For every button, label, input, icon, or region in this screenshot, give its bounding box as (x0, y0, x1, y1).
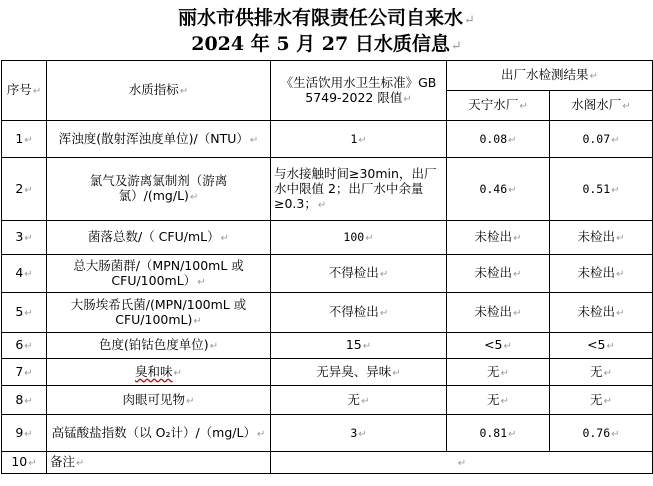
row-indicator: 肉眼可见物↵ (47, 386, 271, 415)
table-row (2, 158, 653, 221)
table-row (2, 121, 653, 158)
remarks-label: 备注↵ (47, 452, 271, 474)
row-result-shuige: 未检出↵ (550, 221, 653, 255)
table-row-remarks (2, 452, 653, 474)
row-index: 3↵ (2, 221, 47, 255)
table-row (2, 333, 653, 359)
row-limit: 不得检出↵ (271, 293, 447, 333)
row-indicator: 浑浊度(散射浑浊度单位)/（NTU）↵ (47, 121, 271, 158)
row-result-shuige: 0.07↵ (550, 121, 653, 158)
row-result-tianning: 无↵ (447, 359, 550, 386)
row-result-tianning: 无↵ (447, 386, 550, 415)
row-result-tianning: 0.08↵ (447, 121, 550, 158)
row-index: 9↵ (2, 415, 47, 452)
row-result-shuige: 0.76↵ (550, 415, 653, 452)
row-result-tianning: 未检出↵ (447, 255, 550, 293)
row-limit: 3↵ (271, 415, 447, 452)
table-row (2, 359, 653, 386)
row-limit: 不得检出↵ (271, 255, 447, 293)
row-index: 5↵ (2, 293, 47, 333)
row-index: 8↵ (2, 386, 47, 415)
row-result-tianning: 0.81↵ (447, 415, 550, 452)
table-row (2, 293, 653, 333)
table-row (2, 386, 653, 415)
row-indicator: 总大肠菌群/（MPN/100mL 或 CFU/100mL）↵ (47, 255, 271, 293)
row-indicator: 氯气及游离氯制剂（游离氯）/(mg/L)↵ (47, 158, 271, 221)
row-result-shuige: 0.51↵ (550, 158, 653, 221)
col-header-results: 出厂水检测结果↵ (447, 61, 653, 91)
row-result-shuige: 无↵ (550, 359, 653, 386)
table-row (2, 255, 653, 293)
row-index: 4↵ (2, 255, 47, 293)
remarks-content: ↵ (271, 452, 653, 474)
row-result-shuige: 未检出↵ (550, 293, 653, 333)
row-limit: 与水接触时间≥30min，出厂水中限值 2；出厂水中余量≥0.3；↵ (271, 158, 447, 221)
row-indicator: 菌落总数/（ CFU/mL）↵ (47, 221, 271, 255)
col-header-indicator: 水质指标↵ (47, 61, 271, 121)
row-index: 1↵ (2, 121, 47, 158)
paragraph-mark-icon: ↵ (464, 13, 475, 28)
row-result-shuige: 未检出↵ (550, 255, 653, 293)
row-limit: 1↵ (271, 121, 447, 158)
row-indicator: 大肠埃希氏菌/(MPN/100mL 或 CFU/100mL)↵ (47, 293, 271, 333)
row-limit: 100↵ (271, 221, 447, 255)
header-row (2, 61, 653, 91)
col-header-shuige: 水阁水厂↵ (550, 91, 653, 121)
row-limit: 无异臭、异味↵ (271, 359, 447, 386)
row-limit: 15↵ (271, 333, 447, 359)
row-result-tianning: 未检出↵ (447, 221, 550, 255)
document-title: 丽水市供排水有限责任公司自来水↵ (178, 7, 475, 29)
document-subtitle: 2024 年 5 月 27 日水质信息↵ (191, 33, 462, 55)
row-result-tianning: 未检出↵ (447, 293, 550, 333)
table-row (2, 221, 653, 255)
row-result-shuige: 无↵ (550, 386, 653, 415)
paragraph-mark-icon: ↵ (450, 39, 462, 54)
col-header-standard: 《生活饮用水卫生标准》GB 5749-2022 限值↵ (271, 61, 447, 121)
row-limit: 无↵ (271, 386, 447, 415)
row-indicator: 臭和味↵ (47, 359, 271, 386)
row-index: 2↵ (2, 158, 47, 221)
col-header-index: 序号↵ (2, 61, 47, 121)
row-indicator: 高锰酸盐指数（以 O₂计）/（mg/L）↵ (47, 415, 271, 452)
row-indicator: 色度(铂钴色度单位)↵ (47, 333, 271, 359)
row-index: 6↵ (2, 333, 47, 359)
col-header-tianning: 天宁水厂↵ (447, 91, 550, 121)
row-index: 7↵ (2, 359, 47, 386)
water-quality-table (1, 60, 653, 474)
table-row (2, 415, 653, 452)
row-result-tianning: <5↵ (447, 333, 550, 359)
row-result-shuige: <5↵ (550, 333, 653, 359)
row-index: 10↵ (2, 452, 47, 474)
row-result-tianning: 0.46↵ (447, 158, 550, 221)
